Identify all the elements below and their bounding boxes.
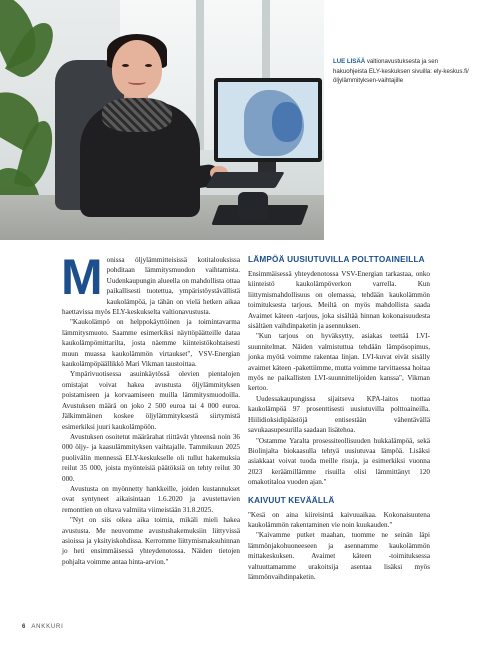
article-paragraph: "Ostamme Yaralta prosessiteollisuuden hukkalämpöä, sekä Biolinjalta biokaasulla tehtyä uusiutuvaa lämpöä. Lisäksi asiakkaat voivat tuoda meille risuja, ja esimerkiksi vuonna 2023 keräämillämme risuilla olisi lämmittänyt 120 omakotitaloa vuoden ajan." (248, 436, 430, 487)
article-column-right (248, 255, 430, 582)
article-paragraph: "Kaukolämpö on helppokäyttöinen ja toimintavarma lämmitysmuoto. Saamme esimerkiksi näyttöpäätteille dataa kaukolämpömittarilta, josta näemme kiinteistökohtaisesti muun muassa kaukolämmön virtaukset", VSV-Energian kaukolämpöpäällikkö Mari Vikman taustoittaa. (62, 318, 240, 369)
caption-text: valtionavustuksesta ja sen hakuohjeista ELY-keskuksen sivuilla: ely-keskus.fi/öljylämmityksen-vaihtajille (333, 58, 469, 85)
article-paragraph: Avustusta on myönnetty hankkeille, joiden kustannukset ovat syntyneet aikaisintaan 1.6.2020 ja avustettavien remonttien on oltava valmiita viimeistään 31.8.2025. (62, 484, 240, 514)
photo-caption (333, 57, 473, 86)
article-paragraph: "Nyt on siis oikea aika toimia, mikäli mieli hakea avustusta. Me neuvomme avustushakemuksiin liittyvissä asioissa ja yksityiskohdissa. Kerromme liittymismaksuhinnan jo heti ensimmäisessä yhteydenotossa. Näiden tietojen pohjalta voimme antaa hinta-arvion." (62, 516, 240, 566)
article-paragraph: Uudessakaupungissa sijaitseva KPA-laitos tuottaa kaukolämpöä 97 prosenttisesti uusiutuvilla polttoaineilla. Hiilidioksidipäästöjä entisestään vähentävällä savukaasupesurilla saadaan lisätehoa. (248, 394, 430, 435)
magazine-name: ANKKURI (31, 624, 64, 630)
section-heading: KAIVUUT KEVÄÄLLÄ (248, 495, 335, 505)
article-paragraph: "Kesä on aina kiireisintä kaivuuaikaa. Kokonaisuutena kaukolämmön rakentaminen vie noin kuukauden." (248, 510, 430, 529)
article-photo (0, 0, 324, 240)
paragraph-text: onissa öljylämmitteisissä kotitalouksissa pohditaan lämmitysmuodon vaihtamista. Uudenkaupungin alueella on mahdollista ottaa paikallisesti tuotettua, ympäristöystävällistä kaukolämpöä, ja tähän on vielä hetken aikaa haettavissa myös ELY-keskukselta valtionavustusta. (62, 256, 240, 317)
person-smile (128, 79, 146, 85)
article-column-left (61, 249, 240, 567)
keyboard (205, 172, 284, 188)
desk-phone (238, 192, 268, 220)
article-paragraph: Ensimmäisessä yhteydenotossa VSV-Energian tarkastaa, onko kiinteistö kaukolämpöverkon varrella. Kun liittymismahdollisuus on olemassa, tehdään kaukolämmön toimituksesta tarjous. Meiltä on myös mahdollista saada Avaimet käteen -tarjous, joka sisältää hinnan kokonaisuudesta sisältäen vaihdinpaketin ja asennuksen. (248, 270, 430, 331)
article-paragraph (61, 249, 240, 317)
monitor-map-land (272, 102, 302, 142)
window-frame (196, 0, 204, 150)
person-scarf (102, 98, 172, 132)
page-footer (22, 624, 64, 630)
person-head (112, 40, 162, 98)
page-number: 6 (22, 624, 26, 630)
article-paragraph: Avustuksen osoitetut määrärahat riittävät yhteensä noin 36 000 öljy- ja kaasulämmityksen vaihtajalle. Tammikuun 2025 puolivälin mennessä ELY-keskukselle oli tullut hakemuksia reilut 35 000, joista myönteisiä päätöksiä on tehty reilut 30 000. (62, 432, 240, 483)
article-paragraph: "Kaivamme putket maahan, tuomme ne seinän läpi lämmönjakohuoneeseen ja asennamme kaukolämmön mittakeskuksen. Avaimet käteen -toimituksessa valtuuttamamme urakoitsija asentaa lisäksi myös lämmönvaihdinpaketin. (248, 531, 430, 581)
section-heading: LÄMPÖÄ UUSIUTUVILLA POLTTOAINEILLA (248, 255, 425, 264)
article-paragraph: "Kun tarjous on hyväksytty, asiakas teettää LVI-suunnitelmat. Näiden valmistuttua tehdään lämpösopimus, jonka myötä voimme rakentaa linjan. LVI-kuvat eivät sisälly avaimet käteen -pakettiimme, mutta voimme tarvittaessa hoitaa myös ne paikallisten LVI-suunnittelijoiden kanssa", Vikman kertoo. (248, 332, 430, 393)
caption-lead: LUE LISÄÄ (333, 58, 366, 65)
person-eyes (122, 64, 152, 68)
drop-cap: M (61, 249, 103, 305)
article-paragraph: Ympärivuotisessa asuinkäytössä olevien pientalojen omistajat voivat hakea avustusta öljylämmityksen poistamiseen ja korvaamiseen muilla lämmitysmuodoilla. Avustuksen määrä on joko 2 500 euroa tai 4 000 euroa. Jälkimmäinen koskee öljylämmityksestä siirtymistä esimerkiksi juuri kaukolämpöön. (62, 370, 240, 431)
monitor (214, 78, 322, 162)
